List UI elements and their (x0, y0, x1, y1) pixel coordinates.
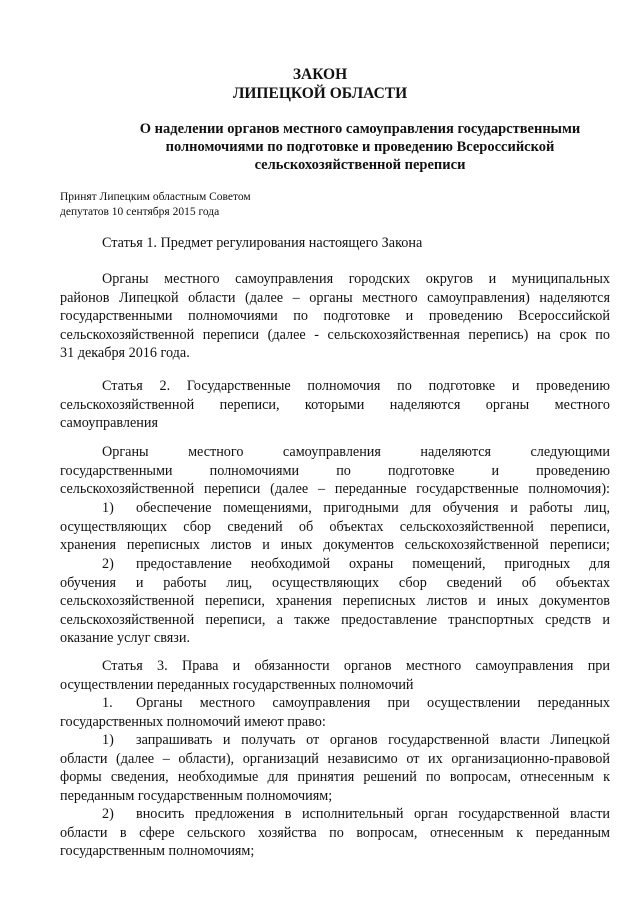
text-line: осуществляющих сбор сведений об объектах сельскохозяйственной переписи, (60, 518, 610, 535)
text-line: 31 декабря 2016 года. (60, 345, 190, 362)
text-line: государственными полномочиями по подготовке и проведению (60, 462, 610, 479)
text-line: сельскохозяйственной переписи, а также предоставление транспортных средств и (60, 611, 610, 628)
text-line: формы сведения, необходимые для принятия решений по вопросам, отнесенным к (60, 769, 610, 786)
text-line: хранения переписных листов и иных документов сельскохозяйственной переписи; (60, 537, 610, 554)
text-line: сельскохозяйственной переписи, которыми наделяются органы местного (60, 396, 610, 413)
text-line: предоставление необходимой охраны помещений, пригодных для (136, 556, 610, 572)
text-line: сельскохозяйственной переписи (далее - сельскохозяйственная перепись) на срок по (60, 326, 610, 343)
doc-type-title: ЗАКОН (292, 66, 348, 83)
text-line: запрашивать и получать от органов государственной власти Липецкой (136, 732, 610, 748)
article-2-intro (60, 443, 610, 499)
text-line: сельскохозяйственной переписи, хранения переписных листов и иных документов (60, 593, 610, 610)
law-subject (110, 120, 610, 174)
article-3-item-2 (60, 805, 610, 861)
region-title: ЛИПЕЦКОЙ ОБЛАСТИ (232, 85, 408, 102)
article-3-heading (60, 657, 610, 694)
item-number: 2) (102, 806, 114, 822)
text-line: районов Липецкой области (далее – органы местного самоуправления) наделяются (60, 289, 610, 306)
article-1-text (60, 270, 610, 363)
item-number: 1) (102, 732, 114, 748)
text-line: государственными полномочиями по подготовке и проведению Всероссийской (60, 308, 610, 325)
subject-line: полномочиями по подготовке и проведению Всероссийской (165, 139, 555, 155)
item-number: 2) (102, 556, 114, 572)
text-line: оказание услуг связи. (60, 630, 191, 647)
item-number: 1) (102, 500, 114, 516)
article-2-item-2 (60, 555, 610, 648)
article-2-item-1 (60, 499, 610, 555)
text-line: государственным полномочиям; (60, 843, 255, 860)
adoption-note (60, 190, 251, 220)
text-line: государственных полномочий имеют право: (60, 713, 326, 730)
article-3-para-1 (60, 694, 610, 731)
text-line: области (далее – области), организаций независимо от их организационно-правовой (60, 750, 610, 767)
text-line: вносить предложения в исполнительный орган государственной власти (136, 806, 610, 822)
subject-line: сельскохозяйственной переписи (254, 157, 466, 173)
article-1-heading: Статья 1. Предмет регулирования настоящего Закона (102, 235, 423, 251)
text-line: осуществлении переданных государственных полномочий (60, 676, 414, 693)
article-3-item-1 (60, 731, 610, 805)
text-line: Органы местного самоуправления городских округов и муниципальных (102, 271, 610, 287)
article-2-heading (60, 377, 610, 433)
text-line: области в сфере сельского хозяйства по вопросам, отнесенным к переданным (60, 824, 610, 841)
text-line: обучения и работы лиц, осуществляющих сбор сведений об объектах (60, 574, 610, 591)
text-line: Органы местного самоуправления при осуществлении переданных (136, 695, 610, 711)
adoption-line: Принят Липецким областным Советом (60, 191, 251, 203)
text-line: Статья 2. Государственные полномочия по подготовке и проведению (102, 378, 610, 394)
text-line: сельскохозяйственной переписи (далее – переданные государственные полномочия): (60, 481, 610, 498)
text-line: самоуправления (60, 415, 158, 432)
text-line: обеспечение помещениями, пригодными для обучения и работы лиц, (136, 500, 610, 516)
subject-line: О наделении органов местного самоуправления государственными (139, 121, 581, 137)
text-line: Статья 3. Права и обязанности органов местного самоуправления при (102, 658, 610, 674)
item-number: 1. (102, 695, 113, 711)
text-line: Органы местного самоуправления наделяются следующими (102, 444, 610, 460)
text-line: переданным государственным полномочиям; (60, 787, 333, 804)
adoption-line: депутатов 10 сентября 2015 года (60, 206, 220, 218)
